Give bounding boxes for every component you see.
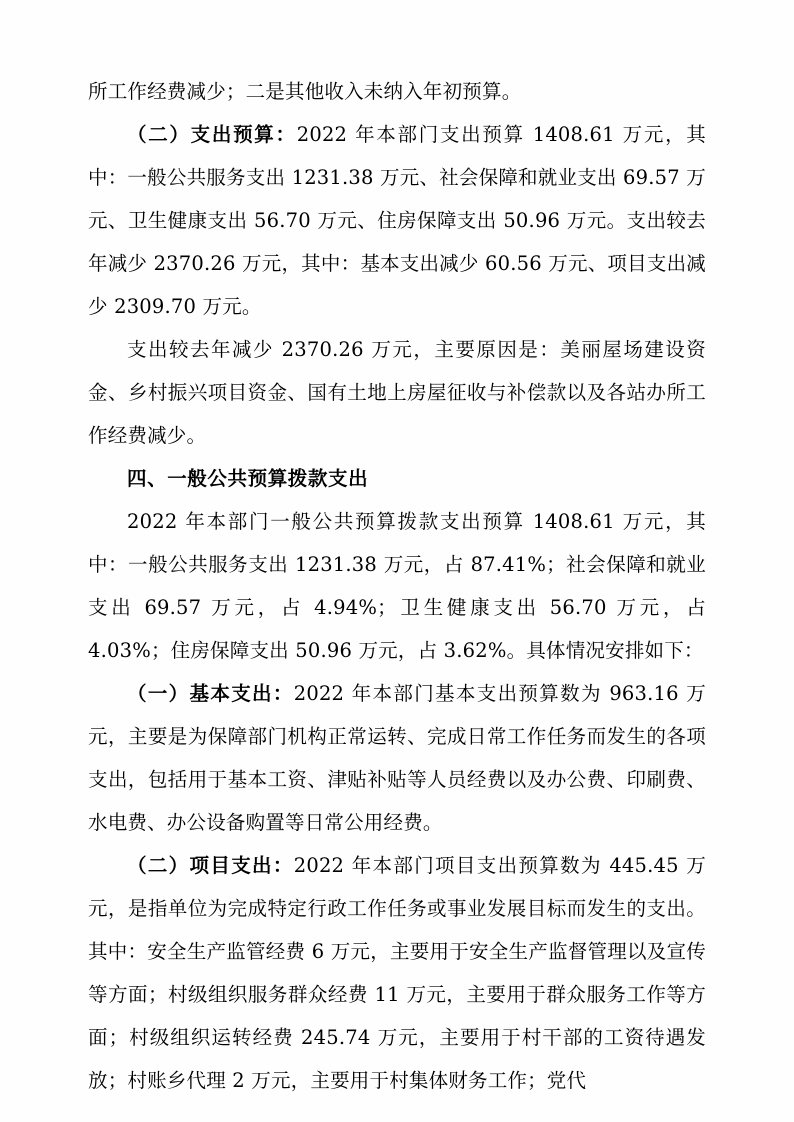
paragraph-text-project-expenditure: 2022 年本部门项目支出预算数为 445.45 万元，是指单位为完成特定行政工作任务或事业发展目标而发生的支出。其中：安全生产监管经费 6 万元，主要用于安全生产监督管理以及宣传等方面；村级组织服务群众经费 11 万元，主要用于群众服务工作等方面；村级组织运转经费 245.74 万元，主要用于村干部的工资待遇发放；村账乡代理 2 万元，主要用于村集体财务工作；党代 xyxy=(88,854,706,1092)
paragraph-lead-project-expenditure: （二）项目支出： xyxy=(127,854,294,877)
paragraph-continued-revenue: 所工作经费减少；二是其他收入未纳入年初预算。 xyxy=(88,80,522,103)
paragraph-text-expenditure-budget: 2022 年本部门支出预算 1408.61 万元，其中：一般公共服务支出 1231.38 万元、社会保障和就业支出 69.57 万元、卫生健康支出 56.70 万元、住房保障支出 50.96 万元。支出较去年减少 2370.26 万元，其中：基本支出减少 60.56 万元、项目支出减少 2309.70 万元。 xyxy=(88,123,707,318)
heading-section-four: 四、一般公共预算拨款支出 xyxy=(127,467,369,490)
paragraph-expenditure-budget xyxy=(88,113,706,328)
paragraph-project-expenditure xyxy=(88,844,706,1102)
paragraph-basic-expenditure xyxy=(88,672,706,844)
paragraph-lead-expenditure-budget: （二）支出预算： xyxy=(127,123,297,146)
document-body xyxy=(88,70,706,1102)
paragraph-public-budget-detail: 2022 年本部门一般公共预算拨款支出预算 1408.61 万元，其中：一般公共服务支出 1231.38 万元，占 87.41%；社会保障和就业支出 69.57 万元，占 4.94%；卫生健康支出 56.70 万元，占 4.03%；住房保障支出 50.96 万元，占 3.62%。具体情况安排如下： xyxy=(88,510,706,662)
paragraph-expenditure-reason: 支出较去年减少 2370.26 万元，主要原因是：美丽屋场建设资金、乡村振兴项目资金、国有土地上房屋征收与补偿款以及各站办所工作经费减少。 xyxy=(88,338,706,447)
paragraph-text-basic-expenditure: 2022 年本部门基本支出预算数为 963.16 万元，主要是为保障部门机构正常运转、完成日常工作任务而发生的各项支出，包括用于基本工资、津贴补贴等人员经费以及办公费、印刷费、水电费、办公设备购置等日常公用经费。 xyxy=(88,682,706,834)
paragraph-lead-basic-expenditure: （一）基本支出： xyxy=(127,682,294,705)
